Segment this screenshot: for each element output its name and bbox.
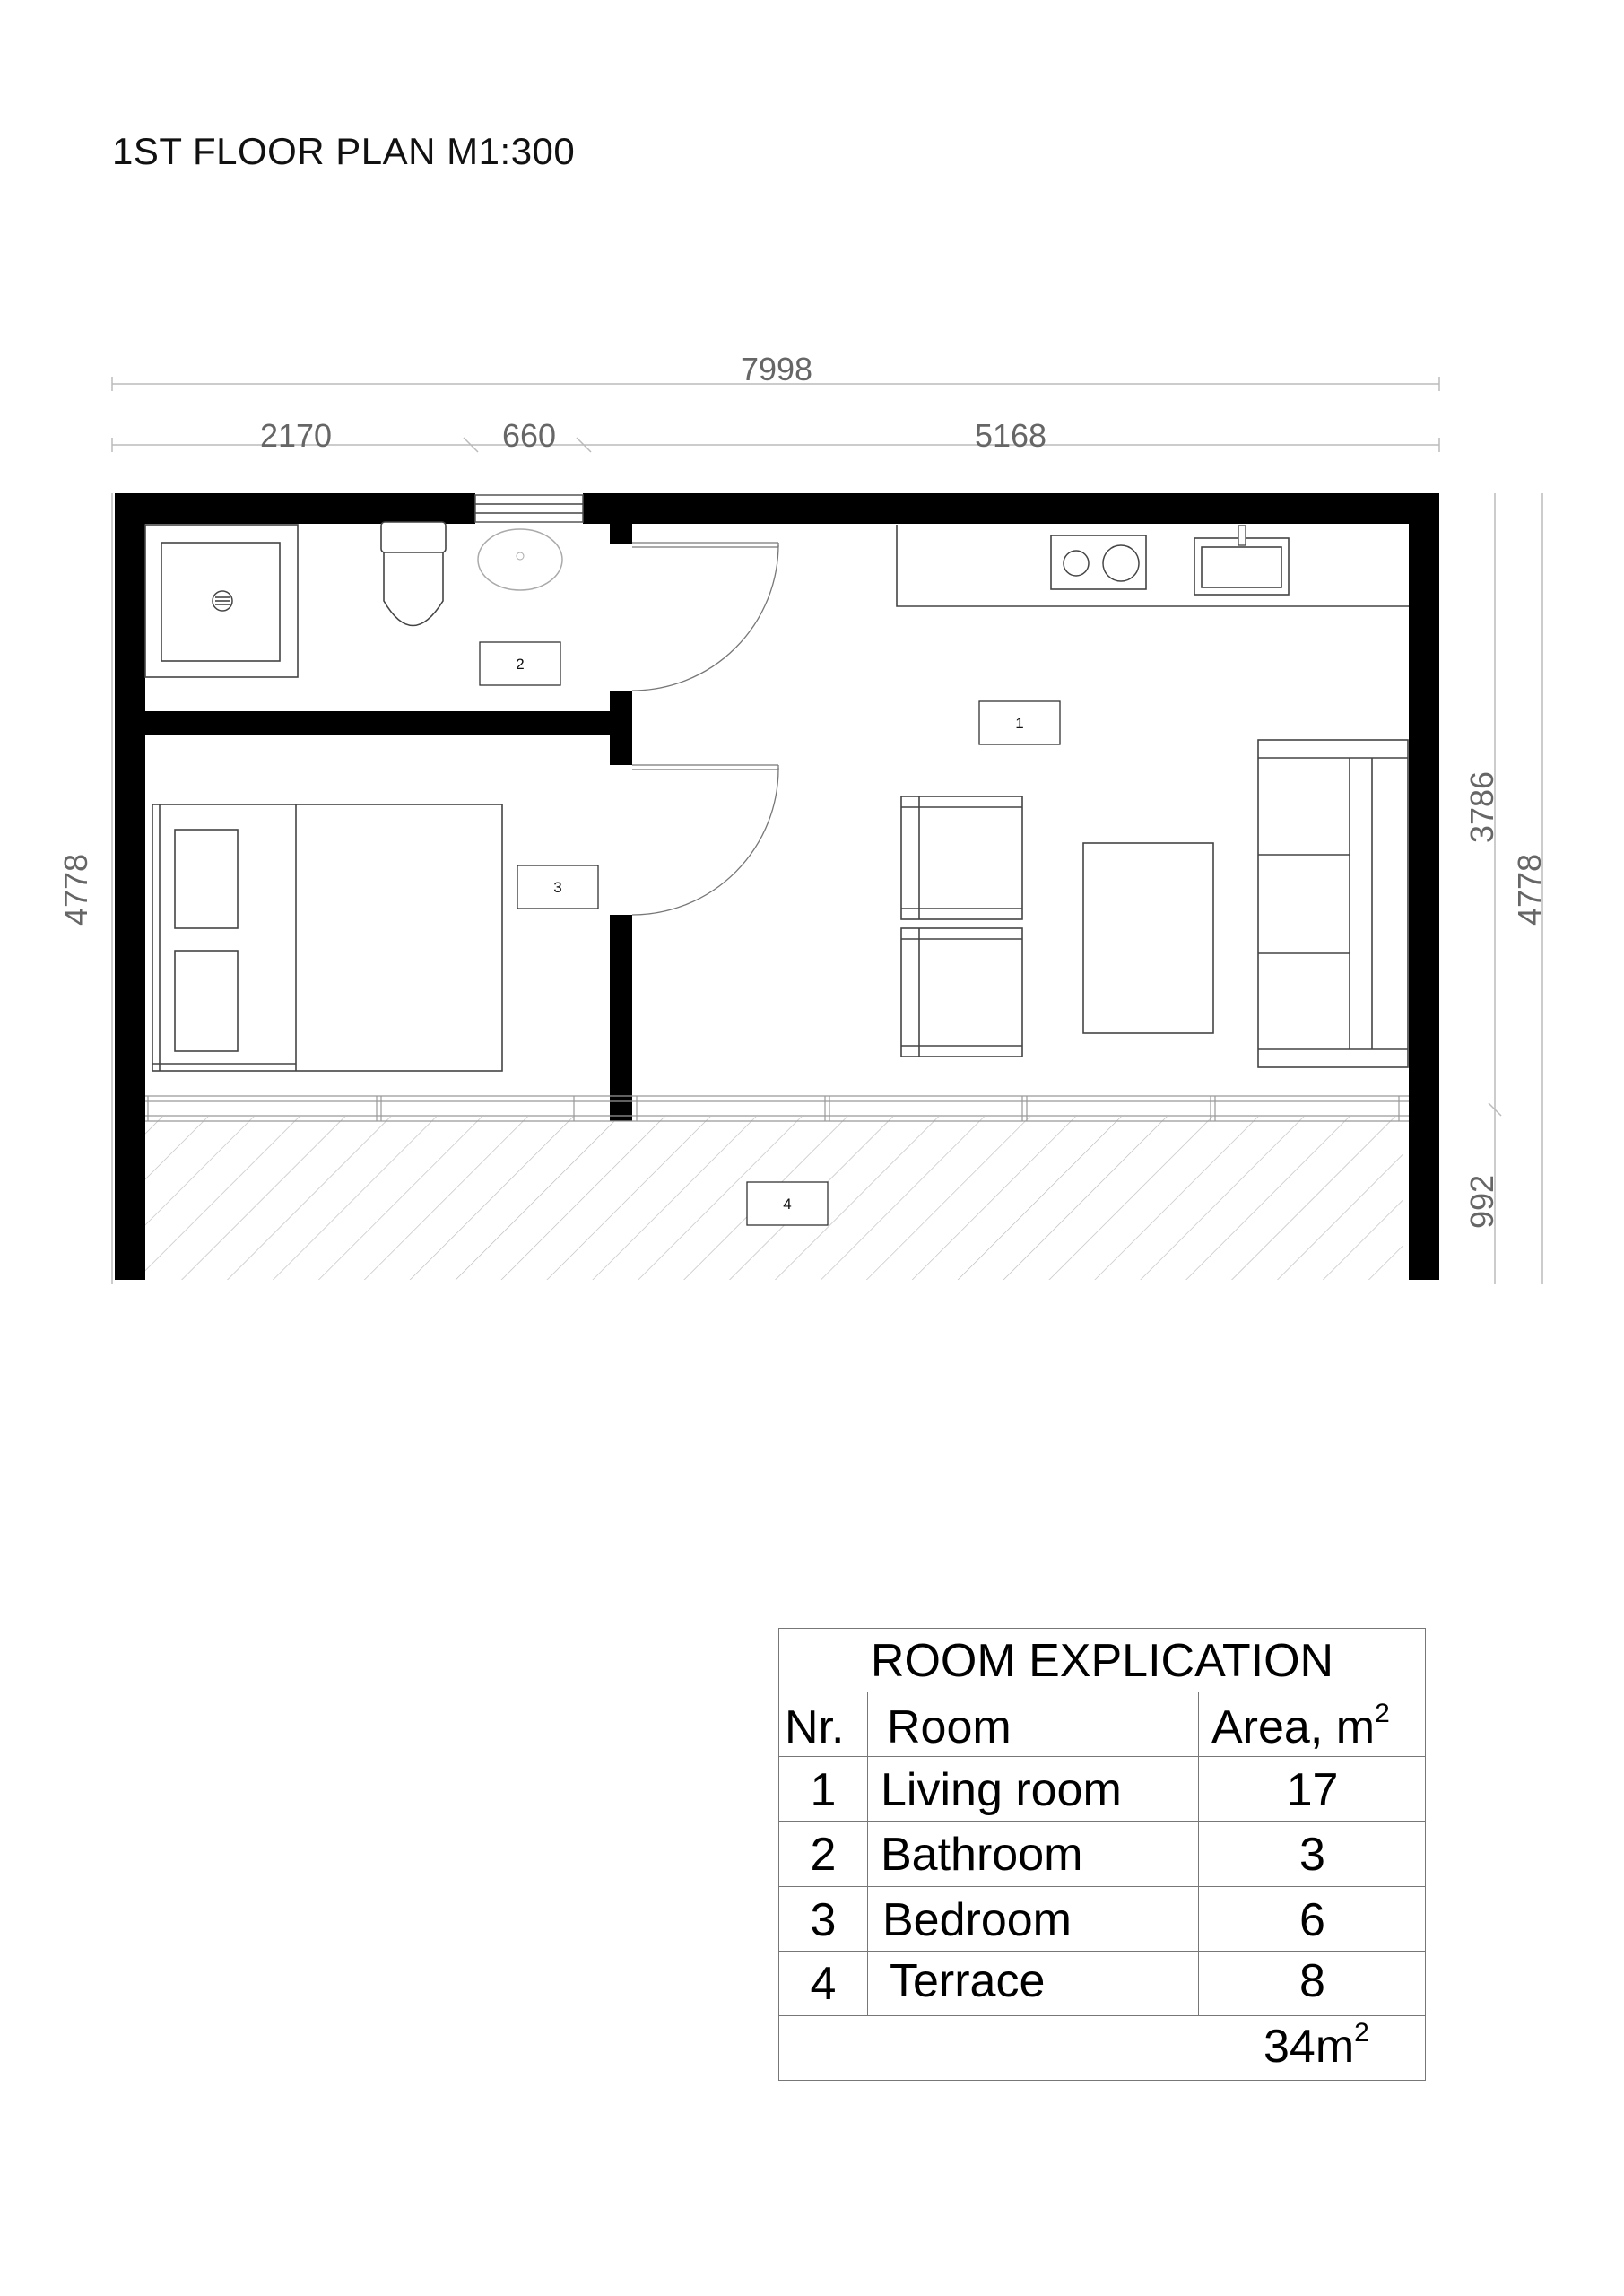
room-label-1 bbox=[979, 701, 1060, 744]
svg-text:1: 1 bbox=[1015, 715, 1024, 732]
dim-left-height: 4778 bbox=[57, 853, 94, 926]
bathroom-window bbox=[475, 495, 583, 522]
legend-title: ROOM EXPLICATION bbox=[870, 1635, 1334, 1687]
top-dimensions bbox=[112, 351, 1439, 454]
legend-row-4-room: Terrace bbox=[890, 1955, 1046, 2007]
hob-icon bbox=[1103, 545, 1139, 581]
toilet bbox=[381, 522, 446, 626]
armchair-bottom bbox=[901, 928, 1022, 1057]
room-label-2 bbox=[480, 642, 560, 685]
svg-text:2: 2 bbox=[516, 656, 525, 673]
dim-overall-width: 7998 bbox=[740, 351, 813, 387]
kitchen-counter bbox=[897, 525, 1409, 606]
dim-right-inner-height: 3786 bbox=[1463, 770, 1500, 844]
coffee-table bbox=[1083, 843, 1213, 1033]
washbasin bbox=[478, 529, 562, 590]
shower-tray bbox=[145, 525, 298, 677]
dim-segment-1: 2170 bbox=[259, 417, 333, 454]
double-bed bbox=[152, 804, 502, 1071]
room-label-4 bbox=[747, 1182, 828, 1225]
legend-header-area: Area, $m^2$ bbox=[1211, 1699, 1390, 1753]
dim-segment-3: 5168 bbox=[974, 417, 1047, 454]
legend-row-2-room: Bathroom bbox=[881, 1829, 1083, 1881]
plan-title: 1ST FLOOR PLAN M1:300 bbox=[112, 130, 576, 172]
legend-row-2-nr: 2 bbox=[810, 1829, 837, 1881]
legend-row-3-room: Bedroom bbox=[882, 1894, 1072, 1946]
room-label-3 bbox=[517, 865, 598, 909]
svg-text:3: 3 bbox=[553, 879, 562, 896]
faucet-icon bbox=[1238, 526, 1246, 545]
dim-right-terrace-depth: 992 bbox=[1463, 1174, 1500, 1230]
bedroom-door bbox=[632, 765, 778, 915]
legend-header-room: Room bbox=[887, 1701, 1012, 1753]
bathroom-door bbox=[632, 543, 778, 691]
legend-row-2-area: 3 bbox=[1299, 1829, 1325, 1881]
armchair-top bbox=[901, 796, 1022, 919]
sofa bbox=[1258, 740, 1408, 1067]
legend-row-4-nr: 4 bbox=[810, 1958, 837, 2010]
room-explication-table bbox=[778, 1628, 1426, 2081]
legend-total: $34m^2$ bbox=[1264, 2018, 1369, 2073]
legend-row-1-area: 17 bbox=[1286, 1764, 1339, 1816]
legend-row-1-room: Living room bbox=[881, 1764, 1122, 1816]
legend-header-nr: Nr. bbox=[785, 1701, 845, 1753]
legend-row-1-nr: 1 bbox=[810, 1764, 837, 1816]
legend-row-3-nr: 3 bbox=[810, 1894, 837, 1946]
hob-icon bbox=[1064, 551, 1089, 576]
dim-segment-2: 660 bbox=[501, 417, 557, 454]
legend-row-3-area: 6 bbox=[1299, 1894, 1325, 1946]
svg-text:4: 4 bbox=[783, 1196, 792, 1213]
dim-right-outer-height: 4778 bbox=[1511, 853, 1548, 926]
legend-row-4-area: 8 bbox=[1299, 1955, 1325, 2007]
